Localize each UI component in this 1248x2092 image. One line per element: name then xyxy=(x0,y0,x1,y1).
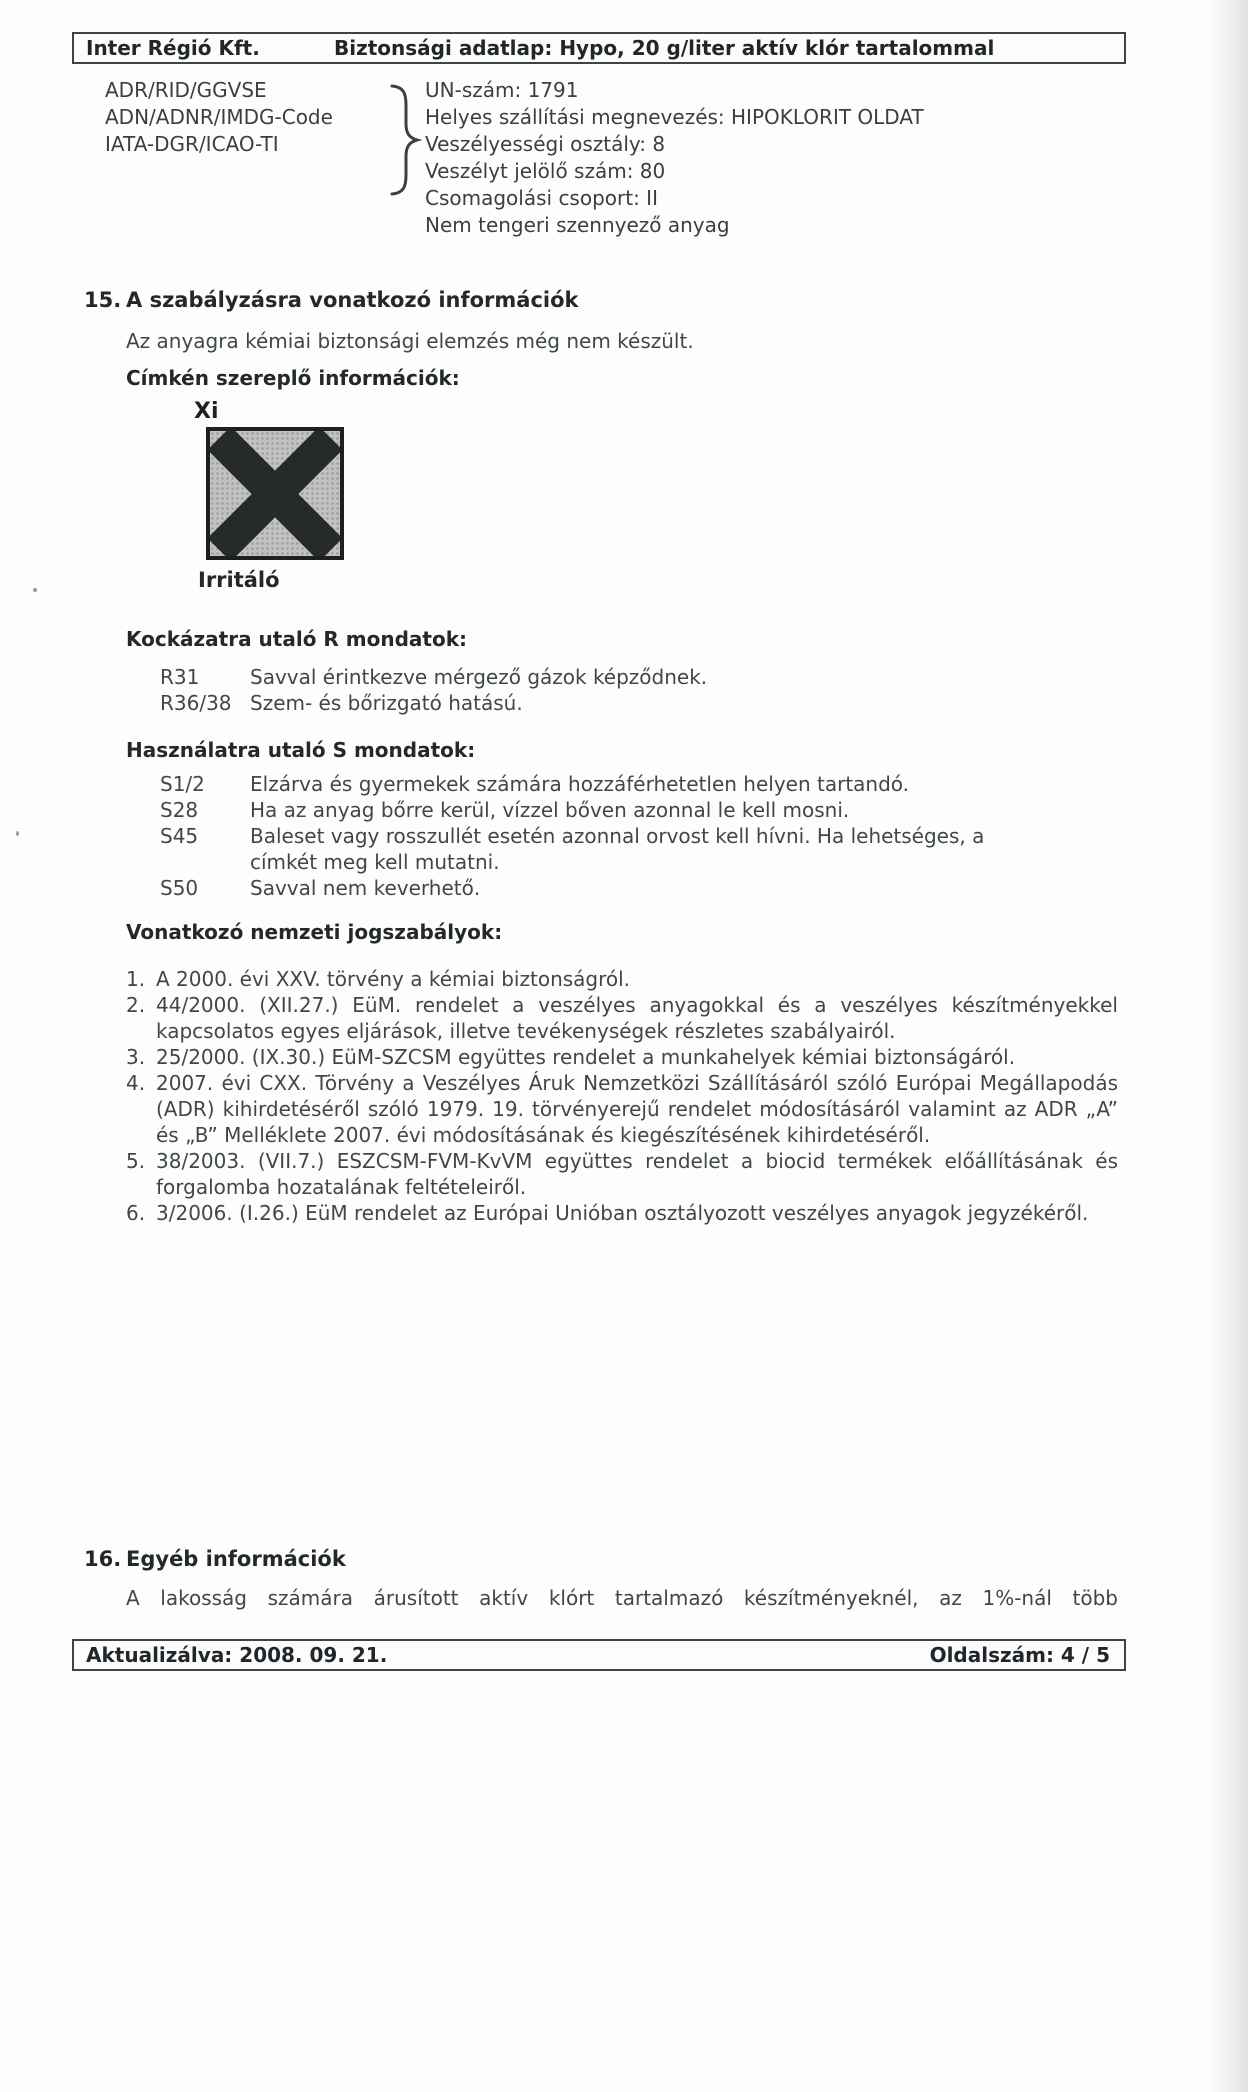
law-number: 6. xyxy=(126,1201,146,1225)
section-16-heading xyxy=(84,1547,346,1571)
section-number: 15. xyxy=(84,288,122,312)
law-item xyxy=(126,1200,1118,1226)
law-item xyxy=(126,992,1118,1044)
transport-detail: Csomagolási csoport: II xyxy=(425,186,658,210)
s-phrase-row xyxy=(160,797,1042,823)
section-number: 16. xyxy=(84,1547,122,1571)
law-text: 25/2000. (IX.30.) EüM-SZCSM együttes rendelet a munkahelyek kémiai biztonságáról. xyxy=(156,1045,1016,1069)
law-number: 2. xyxy=(126,993,146,1017)
label-info-heading: Címkén szereplő információk: xyxy=(126,366,460,390)
section-15-heading xyxy=(84,288,579,312)
s-code: S1/2 xyxy=(160,772,205,796)
transport-detail: Helyes szállítási megnevezés: HIPOKLORIT OLDAT xyxy=(425,105,924,129)
transport-detail: UN-szám: 1791 xyxy=(425,78,579,102)
transport-detail: Veszélyességi osztály: 8 xyxy=(425,132,666,156)
scan-speck xyxy=(33,588,37,592)
national-laws-list xyxy=(126,966,1118,1226)
law-text: 44/2000. (XII.27.) EüM. rendelet a veszélyes anyagokkal és a veszélyes készítményekkel kapcsolatos egyes eljárások, illetve tevékenységek részletes szabályairól. xyxy=(156,993,1118,1043)
s-text: Elzárva és gyermekek számára hozzáférhetetlen helyen tartandó. xyxy=(250,772,910,796)
s-code: S45 xyxy=(160,824,199,848)
s-code: S28 xyxy=(160,798,199,822)
page-number: Oldalszám: 4 / 5 xyxy=(929,1643,1110,1667)
scan-edge-shadow xyxy=(1208,0,1248,2092)
section-title: Egyéb információk xyxy=(126,1547,346,1571)
hazard-symbol-code: Xi xyxy=(194,399,219,424)
transport-code: IATA-DGR/ICAO-TI xyxy=(105,132,279,156)
s-phrase-row xyxy=(160,823,1042,875)
scan-speck xyxy=(16,831,19,836)
law-text: 2007. évi CXX. Törvény a Veszélyes Áruk Nemzetközi Szállításáról szóló Európai Megállapodás (ADR) kihirdetéséről szóló 1979. 19. törvényerejű rendelet módosításáról valamint az ADR „A” és „B” Melléklete 2007. évi módosításának és kiegészítésének kihirdetéséről. xyxy=(156,1071,1118,1147)
transport-details xyxy=(425,77,924,239)
r-code: R31 xyxy=(160,665,200,689)
transport-code: ADN/ADNR/IMDG-Code xyxy=(105,105,333,129)
law-item xyxy=(126,1148,1118,1200)
footer-bar xyxy=(72,1639,1126,1671)
header-bar xyxy=(72,32,1126,64)
law-item xyxy=(126,1044,1118,1070)
r-text: Savval érintkezve mérgező gázok képződnek. xyxy=(250,665,708,689)
law-number: 4. xyxy=(126,1071,146,1095)
law-item xyxy=(126,1070,1118,1148)
irritant-hazard-symbol-icon xyxy=(206,427,344,560)
national-laws-heading: Vonatkozó nemzeti jogszabályok: xyxy=(126,920,503,944)
section-16-text: A lakosság számára árusított aktív klórt tartalmazó készítményeknél, az 1%-nál több xyxy=(126,1586,1118,1610)
r-code: R36/38 xyxy=(160,691,232,715)
transport-detail: Veszélyt jelölő szám: 80 xyxy=(425,159,666,183)
law-text: A 2000. évi XXV. törvény a kémiai biztonságról. xyxy=(156,967,631,991)
s-phrase-row xyxy=(160,875,1042,901)
s-phrases xyxy=(160,771,1042,901)
r-phrases xyxy=(160,664,1042,716)
section-title: A szabályzásra vonatkozó információk xyxy=(126,288,579,312)
document-title: Biztonsági adatlap: Hypo, 20 g/liter aktív klór tartalommal xyxy=(334,36,995,60)
updated-date: Aktualizálva: 2008. 09. 21. xyxy=(86,1643,388,1667)
s-phrase-row xyxy=(160,771,1042,797)
transport-detail: Nem tengeri szennyező anyag xyxy=(425,213,730,237)
s-text: Baleset vagy rosszullét esetén azonnal orvost kell hívni. Ha lehetséges, a címkét meg kell mutatni. xyxy=(250,824,985,874)
r-text: Szem- és bőrizgató hatású. xyxy=(250,691,523,715)
r-phrases-heading: Kockázatra utaló R mondatok: xyxy=(126,627,468,651)
law-item xyxy=(126,966,1118,992)
company-name: Inter Régió Kft. xyxy=(86,36,260,60)
law-number: 3. xyxy=(126,1045,146,1069)
transport-code: ADR/RID/GGVSE xyxy=(105,78,267,102)
law-number: 1. xyxy=(126,967,146,991)
brace-icon xyxy=(390,84,422,201)
r-phrase-row xyxy=(160,664,1042,690)
s-text: Savval nem keverhető. xyxy=(250,876,481,900)
section-15-intro: Az anyagra kémiai biztonsági elemzés még nem készült. xyxy=(126,329,694,353)
law-number: 5. xyxy=(126,1149,146,1173)
s-text: Ha az anyag bőrre kerül, vízzel bőven azonnal le kell mosni. xyxy=(250,798,850,822)
hazard-symbol-caption: Irritáló xyxy=(198,568,280,592)
s-phrases-heading: Használatra utaló S mondatok: xyxy=(126,738,476,762)
transport-codes xyxy=(105,77,333,158)
r-phrase-row xyxy=(160,690,1042,716)
s-code: S50 xyxy=(160,876,199,900)
law-text: 3/2006. (I.26.) EüM rendelet az Európai Unióban osztályozott veszélyes anyagok jegyzékéről. xyxy=(156,1201,1089,1225)
law-text: 38/2003. (VII.7.) ESZCSM-FVM-KvVM együttes rendelet a biocid termékek előállításának és forgalomba hozatalának feltételeiről. xyxy=(156,1149,1118,1199)
